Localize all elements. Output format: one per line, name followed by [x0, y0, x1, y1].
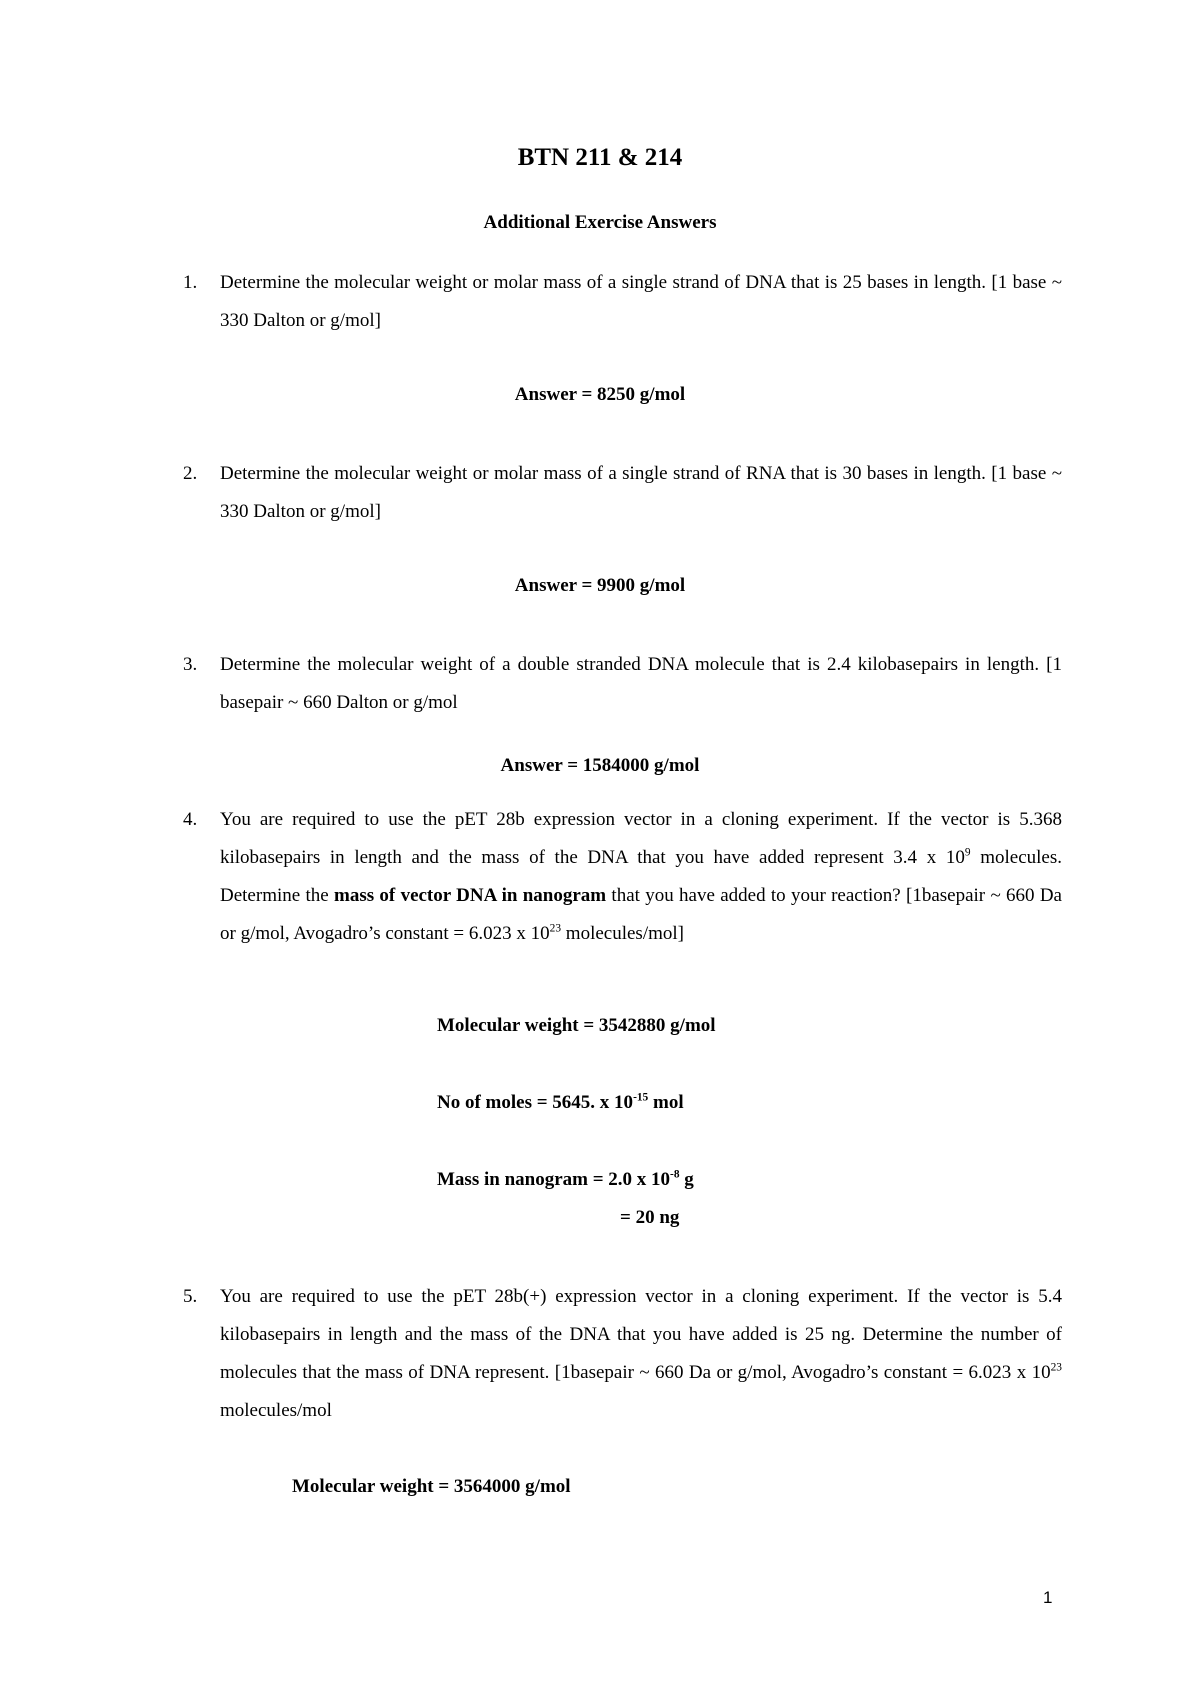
question-4-moles	[437, 1090, 684, 1116]
page-number: 1	[1043, 1588, 1053, 1607]
question-2-answer: Answer = 9900 g/mol	[514, 575, 686, 596]
question-4-bold-phrase: mass of vector DNA in nanogram	[334, 885, 607, 906]
question-1-answer: Answer = 8250 g/mol	[514, 384, 686, 405]
question-4-moles-exponent: -15	[633, 1091, 649, 1104]
question-4-molecular-weight: Molecular weight = 3542880 g/mol	[437, 1015, 716, 1036]
question-4-text-b: molecules. Determine the	[220, 847, 1063, 906]
question-4-exponent-b: 23	[549, 922, 562, 935]
question-5-exponent: 23	[1050, 1361, 1062, 1374]
question-5-text-a: You are required to use the pET 28b(+) expression vector in a cloning experiment. If the vector is 5.4 kilobasepairs in length and the mass of the DNA that you have added is 25 ng. Determine the number of molecules that the mass of DNA represent. [1basepair ~ 660 Da or g/mol, Avogadro’s constant = 6.023 x 10	[220, 1286, 1062, 1383]
question-5-text	[220, 1278, 1062, 1430]
question-4-text-c: that you have added to your reaction? [1basepair ~ 660 Da or g/mol, Avogadro’s constant = 6.023 x 10	[220, 885, 1062, 944]
question-4-number: 4.	[183, 809, 198, 830]
question-4-text	[220, 801, 1062, 953]
question-4-exponent-a: 9	[964, 846, 971, 859]
question-4-mass-nanogram: = 20 ng	[620, 1207, 680, 1228]
question-2-number: 2.	[183, 463, 198, 484]
question-4-mass-exponent: -8	[670, 1168, 680, 1181]
question-3-answer: Answer = 1584000 g/mol	[500, 755, 700, 776]
question-4-moles-text: No of moles = 5645. x 10	[437, 1092, 634, 1113]
question-5-text-b: molecules/mol	[220, 1400, 332, 1421]
question-4-mass	[437, 1167, 694, 1193]
question-5-number: 5.	[183, 1286, 198, 1307]
question-4-text-a: You are required to use the pET 28b expression vector in a cloning experiment. If the vector is 5.368 kilobasepairs in length and the mass of the DNA that you have added represent 3.4 x 10	[220, 809, 1062, 868]
question-3-text: Determine the molecular weight of a double stranded DNA molecule that is 2.4 kilobasepairs in length. [1 basepair ~ 660 Dalton or g/mol	[220, 654, 1062, 713]
question-2-text: Determine the molecular weight or molar mass of a single strand of RNA that is 30 bases in length. [1 base ~ 330 Dalton or g/mol]	[220, 463, 1062, 522]
question-1-number: 1.	[183, 272, 198, 293]
question-4-mass-unit: g	[679, 1169, 694, 1190]
question-4-mass-text: Mass in nanogram = 2.0 x 10	[437, 1169, 671, 1190]
question-3-number: 3.	[183, 654, 198, 675]
question-4-text-d: molecules/mol]	[561, 923, 684, 944]
document-title: BTN 211 & 214	[517, 144, 683, 171]
document-subtitle: Additional Exercise Answers	[483, 212, 717, 233]
question-5-molecular-weight: Molecular weight = 3564000 g/mol	[292, 1476, 571, 1497]
question-1-text: Determine the molecular weight or molar mass of a single strand of DNA that is 25 bases in length. [1 base ~ 330 Dalton or g/mol]	[220, 272, 1062, 331]
question-4-moles-unit: mol	[648, 1092, 684, 1113]
